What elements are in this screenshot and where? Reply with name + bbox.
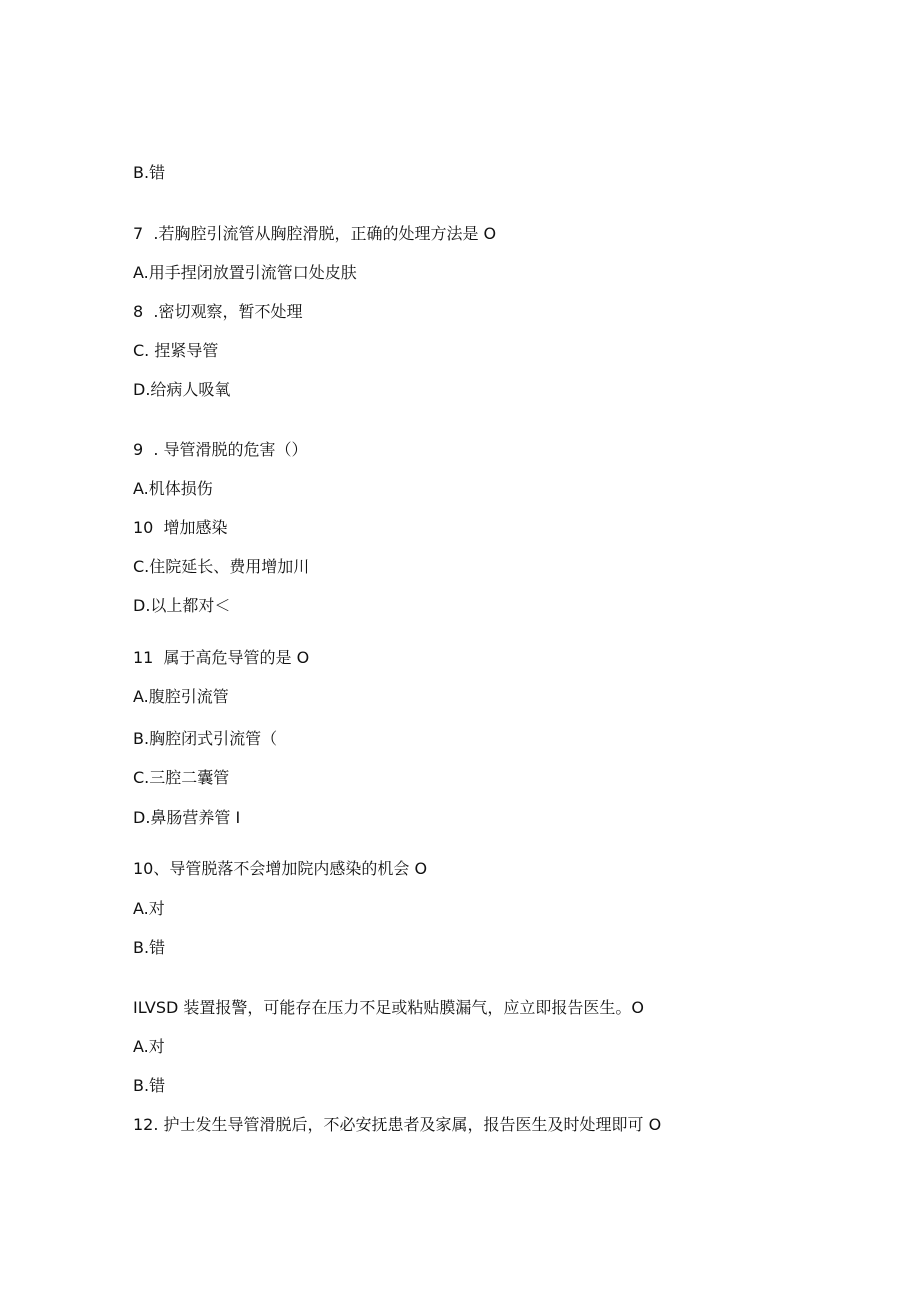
- option-c-longer-stay: C.住院延长、费用增加川: [133, 557, 310, 576]
- question-11: 11 属于高危导管的是 O: [133, 648, 310, 667]
- option-d-all: D.以上都对＜: [133, 596, 231, 615]
- option-b-wrong: B.错: [133, 163, 166, 182]
- option-a-pinch-skin: A.用手捏闭放置引流管口处皮肤: [133, 263, 357, 282]
- option-a-abdominal-drain: A.腹腔引流管: [133, 687, 229, 706]
- question-10-infection: 10、导管脱落不会增加院内感染的机会 O: [133, 859, 428, 878]
- item-10-infection: 10 增加感染: [133, 518, 228, 537]
- option-d-oxygen: D.给病人吸氧: [133, 380, 231, 399]
- option-b-wrong: B.错: [133, 1076, 166, 1095]
- option-b-chest-drain: B.胸腔闭式引流管（: [133, 729, 278, 748]
- option-a-right: A.对: [133, 899, 165, 918]
- option-a-right: A.对: [133, 1037, 165, 1056]
- option-d-nasojejunal-tube: D.鼻肠营养管 I: [133, 808, 241, 827]
- question-vsd-alarm: ILVSD 装置报警，可能存在压力不足或粘贴膜漏气，应立即报告医生。O: [133, 998, 644, 1017]
- option-a-injury: A.机体损伤: [133, 479, 213, 498]
- question-12: 12. 护士发生导管滑脱后，不必安抚患者及家属，报告医生及时处理即可 O: [133, 1115, 662, 1134]
- option-c-clamp-tube: C. 捏紧导管: [133, 341, 219, 360]
- question-9: 9 . 导管滑脱的危害（）: [133, 440, 308, 459]
- question-7: 7 .若胸腔引流管从胸腔滑脱，正确的处理方法是 O: [133, 224, 497, 243]
- option-c-three-lumen-tube: C.三腔二囊管: [133, 768, 230, 787]
- option-b-wrong: B.错: [133, 938, 166, 957]
- item-8-observe: 8 .密切观察，暂不处理: [133, 302, 303, 321]
